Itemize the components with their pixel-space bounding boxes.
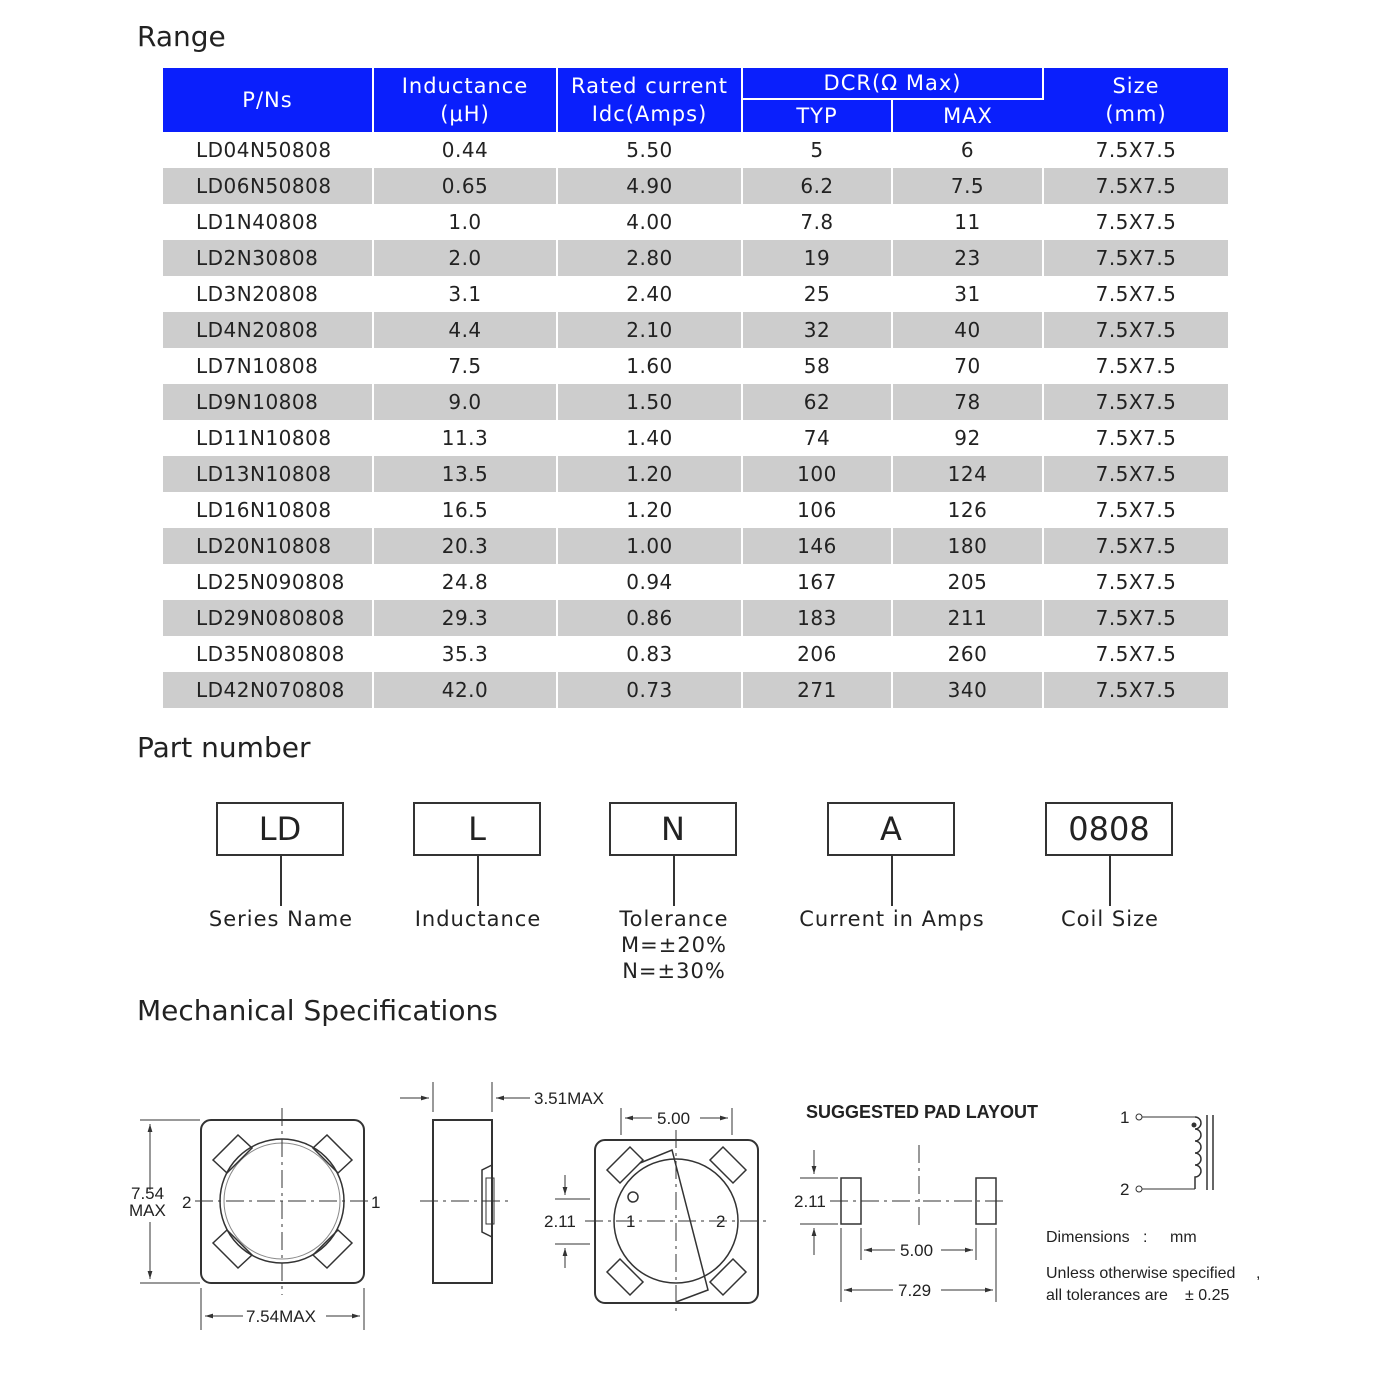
cell-dcr-typ: 19 xyxy=(742,240,892,276)
table-row xyxy=(163,564,1228,600)
dimensions-label: Dimensions xyxy=(1046,1229,1130,1246)
cell-size: 7.5X7.5 xyxy=(1043,528,1228,564)
cell-size: 7.5X7.5 xyxy=(1043,600,1228,636)
tolerance-note-comma: , xyxy=(1256,1265,1261,1282)
cell-dcr-typ: 206 xyxy=(742,636,892,672)
cell-dcr-typ: 146 xyxy=(742,528,892,564)
cell-size: 7.5X7.5 xyxy=(1043,384,1228,420)
cell-dcr-typ: 5 xyxy=(742,132,892,168)
cell-inductance: 20.3 xyxy=(373,528,557,564)
pn-box-tolerance: N xyxy=(609,802,737,856)
table-row xyxy=(163,240,1228,276)
schematic-inductor xyxy=(1136,1114,1213,1192)
dim-500-pad-label: 5.00 xyxy=(900,1241,934,1260)
cell-current: 0.86 xyxy=(557,600,742,636)
tolerance-note-line1: Unless otherwise specified xyxy=(1046,1265,1236,1282)
header-size-line1: Size xyxy=(1112,74,1160,98)
cell-size: 7.5X7.5 xyxy=(1095,570,1177,594)
cell-pn: LD42N070808 xyxy=(163,672,373,708)
cell-dcr-typ: 271 xyxy=(742,672,892,708)
cell-size: 7.5X7.5 xyxy=(1043,672,1228,708)
dim-211-pad-label: 2.11 xyxy=(794,1192,826,1211)
cell-inductance: 1.0 xyxy=(373,204,557,240)
dim-754-bottom-label: 7.54MAX xyxy=(246,1307,316,1326)
cell-dcr-typ: 100 xyxy=(742,456,892,492)
header-inductance xyxy=(373,68,557,132)
cell-dcr-max: 124 xyxy=(892,456,1043,492)
cell-size: 7.5X7.5 xyxy=(1095,642,1177,666)
cell-inductance: 42.0 xyxy=(373,672,557,708)
pn-label-tolerance-title: Tolerance xyxy=(619,907,729,931)
cell-pn: LD35N080808 xyxy=(163,636,373,672)
header-dcr-max: MAX xyxy=(892,99,1043,132)
table-row xyxy=(163,276,1228,312)
cell-current: 0.73 xyxy=(557,672,742,708)
cell-current: 1.50 xyxy=(557,384,742,420)
cell-dcr-max: 40 xyxy=(892,312,1043,348)
cell-inductance: 24.8 xyxy=(373,564,557,600)
cell-pn: LD9N10808 xyxy=(163,384,373,420)
cell-dcr-max: 31 xyxy=(892,276,1043,312)
dimensions-unit: mm xyxy=(1170,1229,1197,1246)
cell-dcr-max: 180 xyxy=(892,528,1043,564)
cell-pn: LD04N50808 xyxy=(163,132,373,168)
pn-label-current: Current in Amps xyxy=(799,907,985,931)
header-current-line1: Rated current xyxy=(571,74,728,98)
cell-inductance: 0.44 xyxy=(373,132,557,168)
top-view xyxy=(140,1108,370,1330)
header-current-line2: Idc(Amps) xyxy=(591,102,708,126)
table-row xyxy=(163,636,1228,672)
cell-dcr-typ: 167 xyxy=(742,564,892,600)
pn-label-coil-size: Coil Size xyxy=(1061,907,1159,931)
cell-pn: LD1N40808 xyxy=(163,204,373,240)
tolerance-note-line2: all tolerances are xyxy=(1046,1287,1168,1304)
cell-dcr-max: 340 xyxy=(892,672,1043,708)
pn-box-series: LD xyxy=(216,802,344,856)
cell-dcr-typ: 74 xyxy=(742,420,892,456)
pn-connector-series xyxy=(280,856,282,906)
cell-size: 7.5X7.5 xyxy=(1095,138,1177,162)
cell-dcr-typ: 6.2 xyxy=(742,168,892,204)
dim-754-top-label: 7.54 xyxy=(131,1184,165,1203)
cell-pn: LD3N20808 xyxy=(163,276,373,312)
cell-size: 7.5X7.5 xyxy=(1095,282,1177,306)
side-view xyxy=(400,1082,530,1283)
cell-size: 7.5X7.5 xyxy=(1095,210,1177,234)
cell-current: 1.20 xyxy=(557,492,742,528)
dim-729-label: 7.29 xyxy=(898,1281,932,1300)
table-row xyxy=(163,528,1228,564)
cell-inductance: 4.4 xyxy=(373,312,557,348)
cell-pn: LD11N10808 xyxy=(163,420,373,456)
header-inductance-line1: Inductance xyxy=(401,74,529,98)
cell-dcr-max: 70 xyxy=(892,348,1043,384)
table-row xyxy=(163,168,1228,204)
header-rated-current xyxy=(557,68,742,132)
cell-size: 7.5X7.5 xyxy=(1043,240,1228,276)
bottom-view-pin-1: 1 xyxy=(626,1212,636,1231)
cell-inductance: 29.3 xyxy=(373,600,557,636)
cell-current: 4.90 xyxy=(557,168,742,204)
cell-pn: LD4N20808 xyxy=(163,312,373,348)
header-size xyxy=(1043,68,1228,132)
cell-dcr-max: 11 xyxy=(892,204,1043,240)
dim-500-bottom-label: 5.00 xyxy=(657,1109,691,1128)
pn-tolerance-m: M=±20% xyxy=(621,933,727,957)
bottom-view xyxy=(555,1108,768,1312)
header-pn: P/Ns xyxy=(163,68,373,132)
section-title-mechanical: Mechanical Specifications xyxy=(137,994,498,1027)
cell-pn: LD20N10808 xyxy=(163,528,373,564)
header-size-line2: (mm) xyxy=(1105,102,1167,126)
pn-connector-tolerance xyxy=(673,856,675,906)
cell-inductance: 0.65 xyxy=(373,168,557,204)
cell-pn: LD7N10808 xyxy=(163,348,373,384)
cell-dcr-max: 7.5 xyxy=(892,168,1043,204)
cell-pn: LD06N50808 xyxy=(163,168,373,204)
table-row xyxy=(163,492,1228,528)
pn-label-tolerance xyxy=(554,906,794,984)
cell-dcr-typ: 32 xyxy=(742,312,892,348)
table-row xyxy=(163,600,1228,636)
top-view-pin-1: 1 xyxy=(371,1193,381,1212)
cell-size: 7.5X7.5 xyxy=(1095,354,1177,378)
cell-dcr-typ: 183 xyxy=(742,600,892,636)
cell-inductance: 35.3 xyxy=(373,636,557,672)
cell-dcr-typ: 62 xyxy=(742,384,892,420)
cell-size: 7.5X7.5 xyxy=(1043,168,1228,204)
pn-box-coil-size: 0808 xyxy=(1045,802,1173,856)
pn-box-inductance: L xyxy=(413,802,541,856)
cell-dcr-max: 205 xyxy=(892,564,1043,600)
cell-pn: LD2N30808 xyxy=(163,240,373,276)
cell-inductance: 2.0 xyxy=(373,240,557,276)
cell-current: 4.00 xyxy=(557,204,742,240)
pad-layout-title: SUGGESTED PAD LAYOUT xyxy=(806,1102,1039,1122)
cell-current: 1.60 xyxy=(557,348,742,384)
section-title-range: Range xyxy=(137,20,226,53)
pn-label-series: Series Name xyxy=(208,907,354,931)
cell-current: 5.50 xyxy=(557,132,742,168)
cell-dcr-max: 23 xyxy=(892,240,1043,276)
cell-dcr-typ: 58 xyxy=(742,348,892,384)
cell-current: 1.20 xyxy=(557,456,742,492)
cell-inductance: 16.5 xyxy=(373,492,557,528)
header-inductance-line2: (μH) xyxy=(440,102,490,126)
cell-dcr-max: 211 xyxy=(892,600,1043,636)
cell-pn: LD29N080808 xyxy=(163,600,373,636)
cell-dcr-max: 126 xyxy=(892,492,1043,528)
schematic-pin-1: 1 xyxy=(1120,1108,1130,1127)
cell-dcr-max: 92 xyxy=(892,420,1043,456)
header-dcr-typ: TYP xyxy=(742,99,892,132)
cell-current: 0.94 xyxy=(557,564,742,600)
header-dcr: DCR(Ω Max) xyxy=(742,68,1043,99)
table-row xyxy=(163,384,1228,420)
table-row xyxy=(163,672,1228,708)
pn-box-current: A xyxy=(827,802,955,856)
table-body xyxy=(163,132,1228,708)
pn-tolerance-n: N=±30% xyxy=(622,959,726,983)
cell-current: 1.00 xyxy=(557,528,742,564)
cell-current: 2.10 xyxy=(557,312,742,348)
bottom-view-pin-2: 2 xyxy=(716,1212,726,1231)
cell-current: 2.80 xyxy=(557,240,742,276)
cell-dcr-typ: 106 xyxy=(742,492,892,528)
table-row xyxy=(163,132,1228,168)
cell-inductance: 3.1 xyxy=(373,276,557,312)
cell-pn: LD16N10808 xyxy=(163,492,373,528)
cell-current: 0.83 xyxy=(557,636,742,672)
cell-size: 7.5X7.5 xyxy=(1043,312,1228,348)
table-row xyxy=(163,420,1228,456)
cell-inductance: 11.3 xyxy=(373,420,557,456)
cell-inductance: 9.0 xyxy=(373,384,557,420)
pn-connector-coil-size xyxy=(1109,856,1111,906)
cell-size: 7.5X7.5 xyxy=(1043,456,1228,492)
cell-current: 1.40 xyxy=(557,420,742,456)
cell-dcr-max: 260 xyxy=(892,636,1043,672)
pn-connector-inductance xyxy=(477,856,479,906)
pn-connector-current xyxy=(891,856,893,906)
table-row xyxy=(163,348,1228,384)
top-view-pin-2: 2 xyxy=(182,1193,192,1212)
cell-size: 7.5X7.5 xyxy=(1095,426,1177,450)
dim-211-bottom-label: 2.11 xyxy=(544,1212,576,1231)
table-row xyxy=(163,312,1228,348)
tolerance-note-value: ± 0.25 xyxy=(1185,1287,1230,1304)
cell-current: 2.40 xyxy=(557,276,742,312)
pn-label-inductance: Inductance xyxy=(414,907,542,931)
schematic-pin-2: 2 xyxy=(1120,1180,1130,1199)
dim-754-max-label: MAX xyxy=(129,1201,166,1220)
range-table xyxy=(163,68,1228,708)
cell-pn: LD13N10808 xyxy=(163,456,373,492)
cell-pn: LD25N090808 xyxy=(163,564,373,600)
cell-dcr-max: 78 xyxy=(892,384,1043,420)
cell-dcr-typ: 7.8 xyxy=(742,204,892,240)
dim-351-label: 3.51MAX xyxy=(534,1089,604,1108)
cell-inductance: 13.5 xyxy=(373,456,557,492)
cell-inductance: 7.5 xyxy=(373,348,557,384)
table-row xyxy=(163,456,1228,492)
dimensions-separator: : xyxy=(1143,1229,1148,1246)
section-title-part-number: Part number xyxy=(137,731,311,764)
cell-dcr-max: 6 xyxy=(892,132,1043,168)
cell-dcr-typ: 25 xyxy=(742,276,892,312)
pad-layout xyxy=(800,1145,1008,1302)
table-row xyxy=(163,204,1228,240)
cell-size: 7.5X7.5 xyxy=(1095,498,1177,522)
